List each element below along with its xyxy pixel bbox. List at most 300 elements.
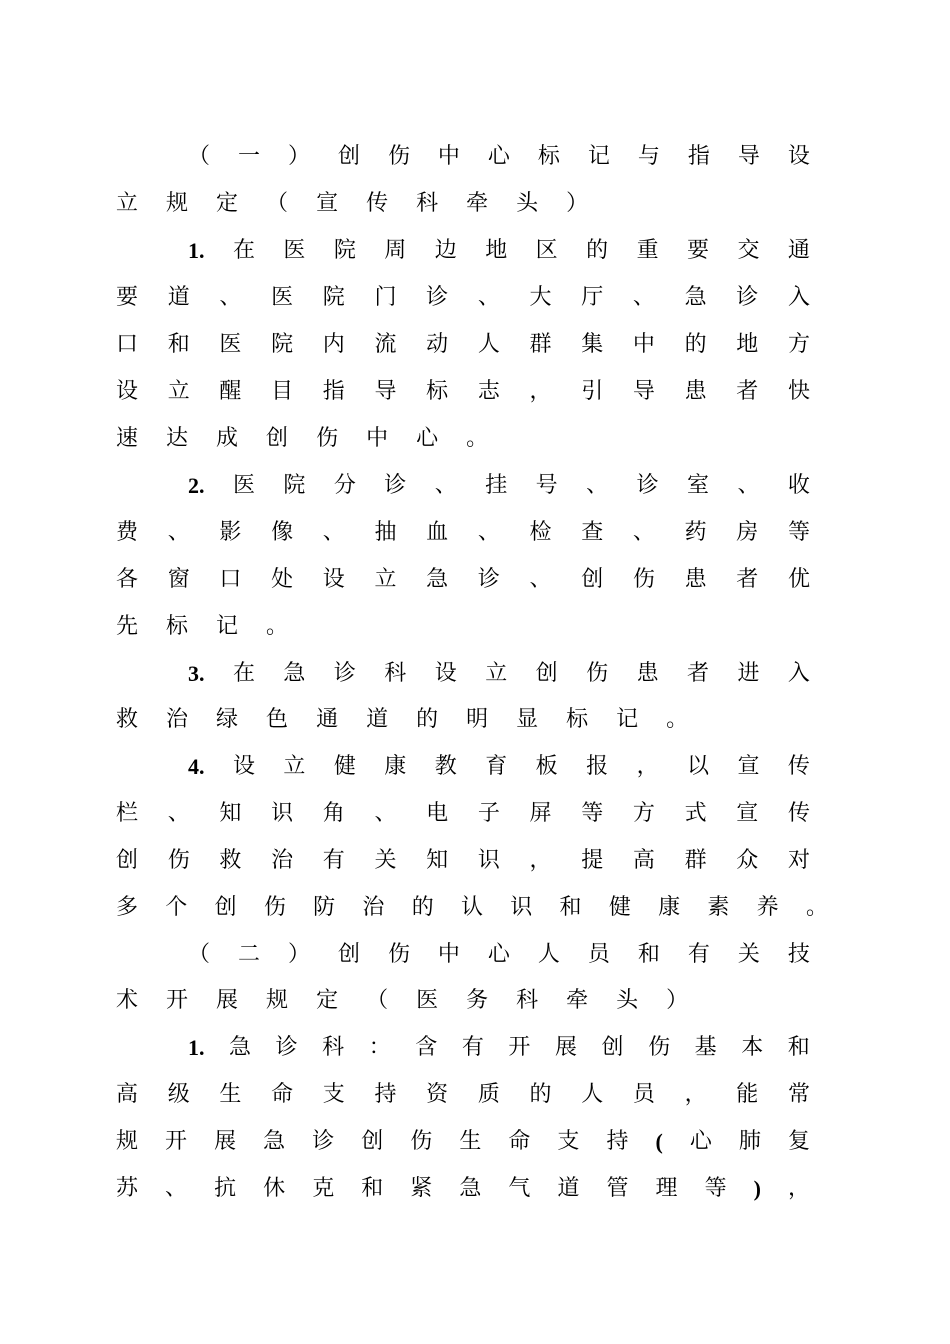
text-glyph: 速 [116,426,139,451]
paragraph-line [116,794,810,834]
text-glyph: 理 [655,1176,678,1201]
text-glyph: 等 [787,520,810,545]
text-glyph: 医 [416,988,439,1013]
text-glyph: 。 [466,426,489,451]
text-glyph: 指 [687,144,710,169]
text-glyph: 院 [271,332,294,357]
text-glyph: 在 [232,661,255,686]
text-glyph: 展 [214,1129,237,1154]
text-glyph: 屏 [529,801,552,826]
text-glyph: 宣 [737,754,760,779]
text-glyph: 生 [459,1129,482,1154]
text-glyph: 进 [737,661,760,686]
text-glyph: 识 [510,895,533,920]
text-glyph: 、 [374,801,397,826]
text-glyph: 群 [684,848,707,873]
text-glyph: 通 [316,707,339,732]
text-glyph: 分 [333,473,356,498]
text-glyph: 记 [216,614,239,639]
text-glyph: 多 [116,895,139,920]
text-glyph: 抗 [214,1176,237,1201]
text-glyph: 治 [271,848,294,873]
text-glyph: 醒 [219,379,242,404]
text-glyph: 提 [581,848,604,873]
text-glyph: 质 [477,1082,500,1107]
text-glyph: 等 [581,801,604,826]
text-glyph: 的 [684,332,707,357]
text-glyph: 和 [559,895,582,920]
text-glyph: 的 [586,238,609,263]
text-glyph: 伤 [586,661,609,686]
text-glyph: 设 [232,754,255,779]
text-glyph: 患 [684,567,707,592]
text-glyph: 头 [616,988,639,1013]
text-glyph: 肺 [738,1129,761,1154]
paragraph-line [116,419,810,459]
text-glyph: 牵 [566,988,589,1013]
text-glyph: 立 [167,379,190,404]
text-glyph: 2. [188,473,205,498]
text-glyph: 开 [508,1035,531,1060]
text-glyph: 人 [477,332,500,357]
text-glyph: 1. [188,238,205,263]
text-glyph: 和 [361,1176,384,1201]
text-glyph: 急 [459,1176,482,1201]
text-glyph: 、 [165,1176,188,1201]
text-glyph: 色 [266,707,289,732]
text-glyph: 志 [477,379,500,404]
text-glyph: 患 [636,661,659,686]
text-glyph: 周 [384,238,407,263]
text-glyph: 关 [374,848,397,873]
text-glyph: 关 [737,942,760,967]
text-glyph: 一 [237,144,260,169]
text-glyph: （ [188,942,211,967]
text-glyph: 引 [581,379,604,404]
section-heading-line [188,935,810,975]
text-glyph: 立 [374,567,397,592]
text-glyph: 育 [485,754,508,779]
text-glyph: 处 [271,567,294,592]
text-glyph: 高 [632,848,655,873]
text-glyph: 费 [116,520,139,545]
text-glyph: 、 [322,520,345,545]
text-glyph: 板 [535,754,558,779]
text-glyph: 伤 [648,1035,671,1060]
text-glyph: 持 [606,1129,629,1154]
text-glyph: 资 [426,1082,449,1107]
text-glyph: 电 [426,801,449,826]
text-glyph: 创 [535,661,558,686]
text-glyph: 克 [312,1176,335,1201]
text-glyph: 记 [616,707,639,732]
text-glyph: 患 [684,379,707,404]
text-glyph: 标 [566,707,589,732]
text-glyph: 影 [219,520,242,545]
paragraph-line [188,654,810,694]
text-glyph: 中 [632,332,655,357]
text-glyph: 立 [283,754,306,779]
paragraph-line [116,888,828,928]
text-glyph: 明 [466,707,489,732]
text-glyph: 。 [666,707,689,732]
paragraph-line [116,560,810,600]
text-glyph: 医 [232,473,255,498]
text-glyph: 复 [787,1129,810,1154]
text-glyph: 挂 [485,473,508,498]
text-glyph: 要 [116,285,139,310]
text-glyph: 方 [787,332,810,357]
text-glyph: 医 [219,332,242,357]
text-glyph: 成 [216,426,239,451]
text-glyph: 伤 [387,144,410,169]
text-glyph: 各 [116,567,139,592]
text-glyph: 展 [554,1035,577,1060]
text-glyph: 诊 [477,567,500,592]
text-glyph: 房 [736,520,759,545]
text-glyph: （ [366,988,389,1013]
text-glyph: （ [188,144,211,169]
text-glyph: 头 [516,191,539,216]
text-glyph: 边 [434,238,457,263]
text-glyph: ， [529,848,552,873]
text-glyph: 气 [508,1176,531,1201]
text-glyph: 快 [787,379,810,404]
text-glyph: 创 [266,426,289,451]
text-glyph: 的 [411,895,434,920]
text-glyph: 道 [366,707,389,732]
text-glyph: 展 [216,988,239,1013]
text-glyph: 先 [116,614,139,639]
text-glyph: 地 [736,332,759,357]
text-glyph: ） [287,144,310,169]
text-glyph: 含 [415,1035,438,1060]
text-glyph: 伤 [316,426,339,451]
text-glyph: 医 [271,285,294,310]
text-glyph: 伤 [263,895,286,920]
text-glyph: 导 [632,379,655,404]
text-glyph: 检 [529,520,552,545]
text-glyph: ( [655,1129,663,1154]
text-glyph: 常 [787,1082,810,1107]
paragraph-line [188,231,810,271]
text-glyph: 救 [116,707,139,732]
text-glyph: 、 [586,473,609,498]
text-glyph: 科 [516,988,539,1013]
text-glyph: 宣 [316,191,339,216]
text-glyph: 规 [166,191,189,216]
text-glyph: 员 [587,942,610,967]
text-glyph: 诊 [312,1129,335,1154]
text-glyph: 、 [477,285,500,310]
text-glyph: 、 [632,285,655,310]
text-glyph: 群 [529,332,552,357]
text-glyph: 中 [366,426,389,451]
text-glyph: 创 [337,144,360,169]
text-glyph: 创 [337,942,360,967]
text-glyph: ， [787,1176,810,1201]
text-glyph: 规 [266,988,289,1013]
text-glyph: 休 [263,1176,286,1201]
text-glyph: 方 [632,801,655,826]
text-glyph: 道 [167,285,190,310]
text-glyph: 认 [460,895,483,920]
text-glyph: 标 [537,144,560,169]
text-glyph: 室 [687,473,710,498]
text-glyph: 养 [756,895,779,920]
text-glyph: 人 [537,942,560,967]
text-glyph: 级 [167,1082,190,1107]
text-glyph: 素 [707,895,730,920]
text-glyph: 定 [316,988,339,1013]
text-glyph: 厅 [581,285,604,310]
text-glyph: 角 [322,801,345,826]
text-glyph: 命 [508,1129,531,1154]
text-glyph: 。 [805,895,828,920]
text-glyph: 苏 [116,1176,139,1201]
text-glyph: 查 [581,520,604,545]
text-glyph: 、 [219,285,242,310]
text-glyph: 开 [166,988,189,1013]
text-glyph: 与 [637,144,660,169]
text-glyph: 紧 [410,1176,433,1201]
text-glyph: 目 [271,379,294,404]
text-glyph: 式 [684,801,707,826]
text-glyph: 对 [787,848,810,873]
text-glyph: 诊 [275,1035,298,1060]
text-glyph: 导 [737,144,760,169]
text-glyph: 和 [167,332,190,357]
text-glyph: 记 [587,144,610,169]
text-glyph: ： [368,1035,391,1060]
text-glyph: 众 [736,848,759,873]
text-glyph: 术 [116,988,139,1013]
text-glyph: 、 [477,520,500,545]
text-glyph: 防 [313,895,336,920]
text-glyph: 口 [116,332,139,357]
paragraph-line [116,1122,810,1162]
paragraph-line [188,466,810,506]
text-glyph: 诊 [333,661,356,686]
text-glyph: 、 [632,520,655,545]
text-glyph: 定 [216,191,239,216]
text-glyph: 4. [188,754,205,779]
text-glyph: 流 [374,332,397,357]
text-glyph: 牵 [466,191,489,216]
text-glyph: 有 [687,942,710,967]
paragraph-line [116,607,810,647]
text-glyph: 务 [466,988,489,1013]
text-glyph: 开 [165,1129,188,1154]
text-glyph: 诊 [384,473,407,498]
text-glyph: 设 [116,379,139,404]
text-glyph: 通 [787,238,810,263]
text-glyph: 1. [188,1035,205,1060]
text-glyph: 达 [166,426,189,451]
text-glyph: 健 [608,895,631,920]
text-glyph: 、 [167,520,190,545]
text-glyph: 立 [485,661,508,686]
text-glyph: 高 [116,1082,139,1107]
paragraph-line [116,841,810,881]
text-glyph: 。 [266,614,289,639]
text-glyph: 心 [416,426,439,451]
text-glyph: 有 [322,848,345,873]
text-glyph: 个 [165,895,188,920]
text-glyph: 者 [736,567,759,592]
text-glyph: 生 [219,1082,242,1107]
text-glyph: 立 [116,191,139,216]
text-glyph: 要 [687,238,710,263]
text-glyph: 号 [535,473,558,498]
text-glyph: 伤 [387,942,410,967]
text-glyph: 心 [487,144,510,169]
text-glyph: 识 [477,848,500,873]
text-glyph: 地 [485,238,508,263]
text-glyph: 能 [736,1082,759,1107]
text-glyph: 急 [283,661,306,686]
paragraph-line [116,372,810,412]
text-glyph: 健 [333,754,356,779]
text-glyph: 、 [529,567,552,592]
text-glyph: 有 [461,1035,484,1060]
text-glyph: 急 [229,1035,252,1060]
text-glyph: 窗 [167,567,190,592]
text-glyph: 科 [416,191,439,216]
text-glyph: 诊 [636,473,659,498]
text-glyph: 治 [166,707,189,732]
text-glyph: 的 [529,1082,552,1107]
text-glyph: 基 [694,1035,717,1060]
text-glyph: 入 [787,285,810,310]
text-glyph: ） [566,191,589,216]
paragraph-line [116,700,810,740]
paragraph-line [116,513,810,553]
text-glyph: 科 [384,661,407,686]
text-glyph: 内 [322,332,345,357]
text-glyph: 本 [741,1035,764,1060]
text-glyph: 识 [271,801,294,826]
text-glyph: 标 [166,614,189,639]
text-glyph: 传 [366,191,389,216]
text-glyph: 康 [658,895,681,920]
text-glyph: 科 [322,1035,345,1060]
text-glyph: 、 [737,473,760,498]
text-glyph: 心 [487,942,510,967]
paragraph-line [116,1075,810,1115]
text-glyph: 技 [787,942,810,967]
text-glyph: 院 [322,285,345,310]
text-glyph: 中 [437,942,460,967]
text-glyph: 区 [535,238,558,263]
text-glyph: 持 [374,1082,397,1107]
text-glyph: 创 [361,1129,384,1154]
text-glyph: 急 [684,285,707,310]
text-glyph: 像 [271,520,294,545]
text-glyph: ） [666,988,689,1013]
text-glyph: 、 [434,473,457,498]
text-glyph: 宣 [736,801,759,826]
text-glyph: 设 [434,661,457,686]
text-glyph: 血 [426,520,449,545]
text-glyph: 重 [636,238,659,263]
text-glyph: ) [753,1176,761,1201]
section-heading-line [188,137,810,177]
text-glyph: 诊 [736,285,759,310]
text-glyph: 康 [384,754,407,779]
text-glyph: 口 [219,567,242,592]
text-glyph: 显 [516,707,539,732]
text-glyph: 子 [477,801,500,826]
text-glyph: ， [684,1082,707,1107]
text-glyph: 入 [787,661,810,686]
text-glyph: ， [529,379,552,404]
text-glyph: 传 [787,754,810,779]
text-glyph: 员 [632,1082,655,1107]
text-glyph: 报 [586,754,609,779]
text-glyph: 和 [787,1035,810,1060]
text-glyph: 伤 [632,567,655,592]
text-glyph: 支 [557,1129,580,1154]
text-glyph: 管 [606,1176,629,1201]
text-glyph: 创 [214,895,237,920]
text-glyph: 标 [426,379,449,404]
text-glyph: 治 [362,895,385,920]
text-glyph: 创 [581,567,604,592]
text-glyph: 者 [736,379,759,404]
text-glyph: （ [266,191,289,216]
text-glyph: 二 [237,942,260,967]
paragraph-line [116,325,810,365]
text-glyph: 、 [167,801,190,826]
text-glyph: 救 [219,848,242,873]
text-glyph: 优 [787,567,810,592]
section-heading-line [116,981,810,1021]
text-glyph: 指 [322,379,345,404]
text-glyph: 收 [787,473,810,498]
text-glyph: 门 [374,285,397,310]
text-glyph: 绿 [216,707,239,732]
paragraph-line [188,1028,810,1068]
text-glyph: 中 [437,144,460,169]
text-glyph: 3. [188,661,205,686]
text-glyph: 急 [426,567,449,592]
text-glyph: 急 [263,1129,286,1154]
text-glyph: 支 [322,1082,345,1107]
text-glyph: 命 [271,1082,294,1107]
text-glyph: 传 [787,801,810,826]
text-glyph: ， [636,754,659,779]
text-glyph: 教 [434,754,457,779]
text-glyph: 院 [333,238,356,263]
text-glyph: 规 [116,1129,139,1154]
paragraph-line [116,278,810,318]
text-glyph: 交 [737,238,760,263]
text-glyph: 药 [684,520,707,545]
text-glyph: 创 [116,848,139,873]
text-glyph: 诊 [426,285,449,310]
text-glyph: 栏 [116,801,139,826]
text-glyph: 设 [322,567,345,592]
paragraph-line [116,1169,810,1209]
text-glyph: 创 [601,1035,624,1060]
text-glyph: 道 [557,1176,580,1201]
text-glyph: 院 [283,473,306,498]
text-glyph: 导 [374,379,397,404]
text-glyph: ） [287,942,310,967]
text-glyph: 者 [687,661,710,686]
text-glyph: 伤 [410,1129,433,1154]
